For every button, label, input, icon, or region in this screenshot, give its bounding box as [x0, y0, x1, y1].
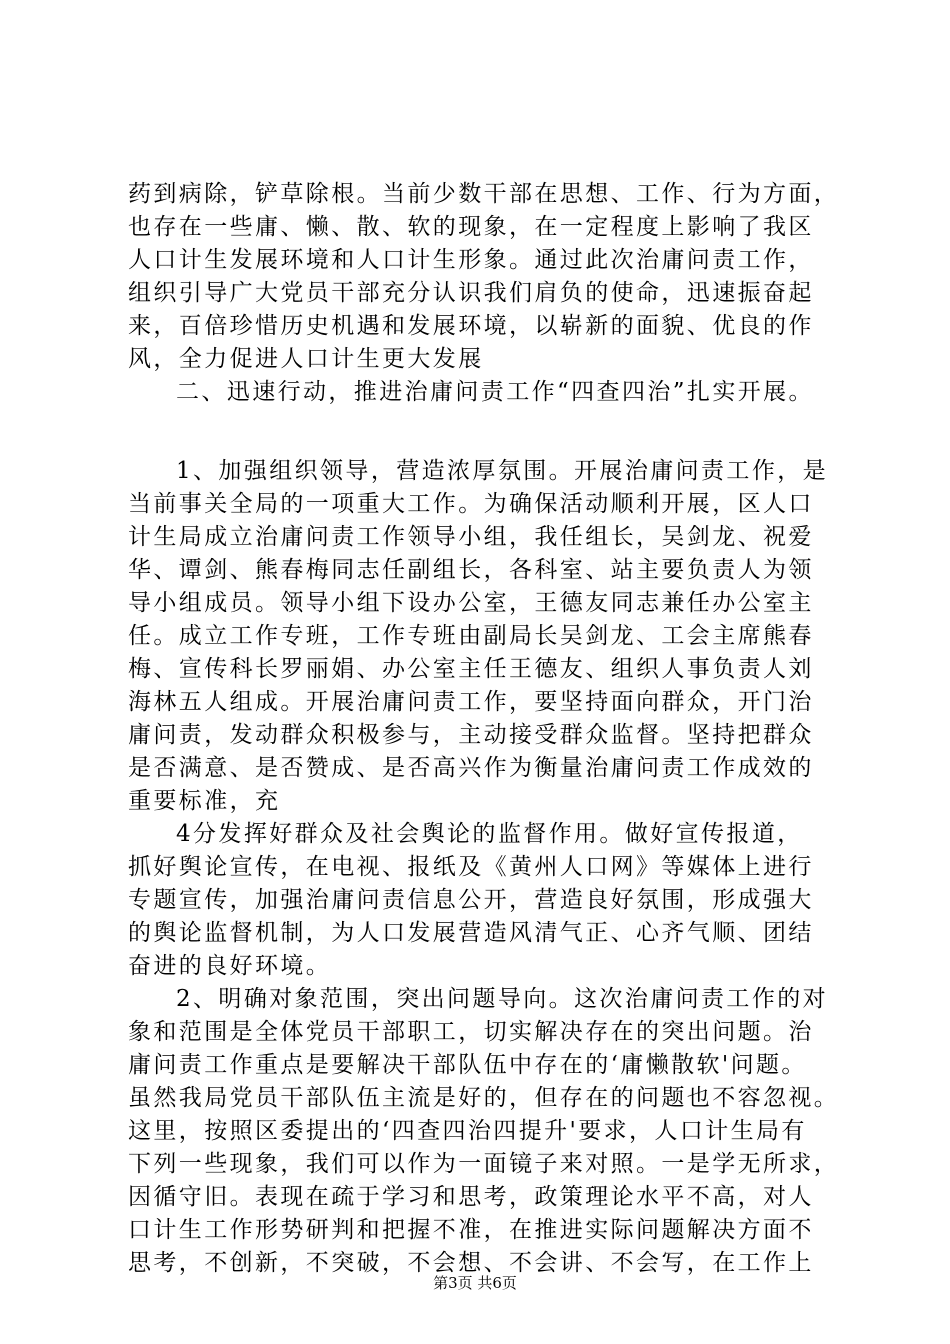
paragraph-gap	[128, 409, 828, 455]
text-line: 庸问责工作重点是要解决干部队伍中存在的‘庸懒散软'问题。	[128, 1052, 807, 1078]
text-line: 象和范围是全体党员干部职工，切实解决存在的突出问题。治	[128, 1019, 814, 1045]
text-line: 计生局成立治庸问责工作领导小组，我任组长，吴剑龙、祝爱	[128, 524, 814, 550]
text-line: 药到病除，铲草除根。当前少数干部在思想、工作、行为方面，	[128, 181, 840, 207]
page-footer: 第3页 共6页	[433, 1274, 517, 1292]
text-line: 专题宣传，加强治庸问责信息公开，营造良好氛围，形成强大	[128, 887, 814, 913]
text-line: 组织引导广大党员干部充分认识我们肩负的使命，迅速振奋起	[128, 280, 814, 306]
text-line: 抓好舆论宣传，在电视、报纸及《黄州人口网》等媒体上进行	[128, 854, 814, 880]
body-text	[128, 178, 840, 1280]
text-line: 重要标准，充	[128, 788, 281, 814]
text-line: 思考，不创新，不突破，不会想、不会讲、不会写，在工作上	[128, 1250, 814, 1276]
text-line: 来，百倍珍惜历史机遇和发展环境，以崭新的面貌、优良的作	[128, 313, 814, 339]
text-line: 虽然我局党员干部队伍主流是好的，但存在的问题也不容忽视。	[128, 1085, 840, 1111]
text-line: 风，全力促进人口计生更大发展	[128, 346, 484, 372]
paragraph-start: 4分发挥好群众及社会舆论的监督作用。做好宣传报道，	[176, 821, 803, 847]
text-line: 人口计生发展环境和人口计生形象。通过此次治庸问责工作，	[128, 247, 814, 273]
text-line: 任。成立工作专班，工作专班由副局长吴剑龙、工会主席熊春	[128, 623, 814, 649]
text-line: 下列一些现象，我们可以作为一面镜子来对照。一是学无所求，	[128, 1151, 840, 1177]
text-line: 的舆论监督机制，为人口发展营造风清气正、心齐气顺、团结	[128, 920, 814, 946]
text-line: 华、谭剑、熊春梅同志任副组长，各科室、站主要负责人为领	[128, 557, 814, 583]
text-line: 庸问责，发动群众积极参与，主动接受群众监督。坚持把群众	[128, 722, 814, 748]
text-line: 当前事关全局的一项重大工作。为确保活动顺利开展，区人口	[128, 491, 814, 517]
text-line: 奋进的良好环境。	[128, 953, 332, 979]
text-line: 因循守旧。表现在疏于学习和思考，政策理论水平不高，对人	[128, 1184, 814, 1210]
text-line: 导小组成员。领导小组下设办公室，王德友同志兼任办公室主	[128, 590, 814, 616]
section-heading: 二、迅速行动，推进治庸问责工作“四查四治”扎实开展。	[176, 379, 814, 405]
text-line: 这里，按照区委提出的‘四查四治四提升'要求，人口计生局有	[128, 1118, 807, 1144]
paragraph-start: 1、加强组织领导，营造浓厚氛围。开展治庸问责工作，是	[176, 458, 829, 484]
text-line: 也存在一些庸、懒、散、软的现象，在一定程度上影响了我区	[128, 214, 814, 240]
paragraph-start: 2、明确对象范围，突出问题导向。这次治庸问责工作的对	[176, 986, 829, 1012]
text-line: 梅、宣传科长罗丽娟、办公室主任王德友、组织人事负责人刘	[128, 656, 814, 682]
text-line: 口计生工作形势研判和把握不准，在推进实际问题解决方面不	[128, 1217, 814, 1243]
text-line: 海林五人组成。开展治庸问责工作，要坚持面向群众，开门治	[128, 689, 814, 715]
text-line: 是否满意、是否赞成、是否高兴作为衡量治庸问责工作成效的	[128, 755, 814, 781]
